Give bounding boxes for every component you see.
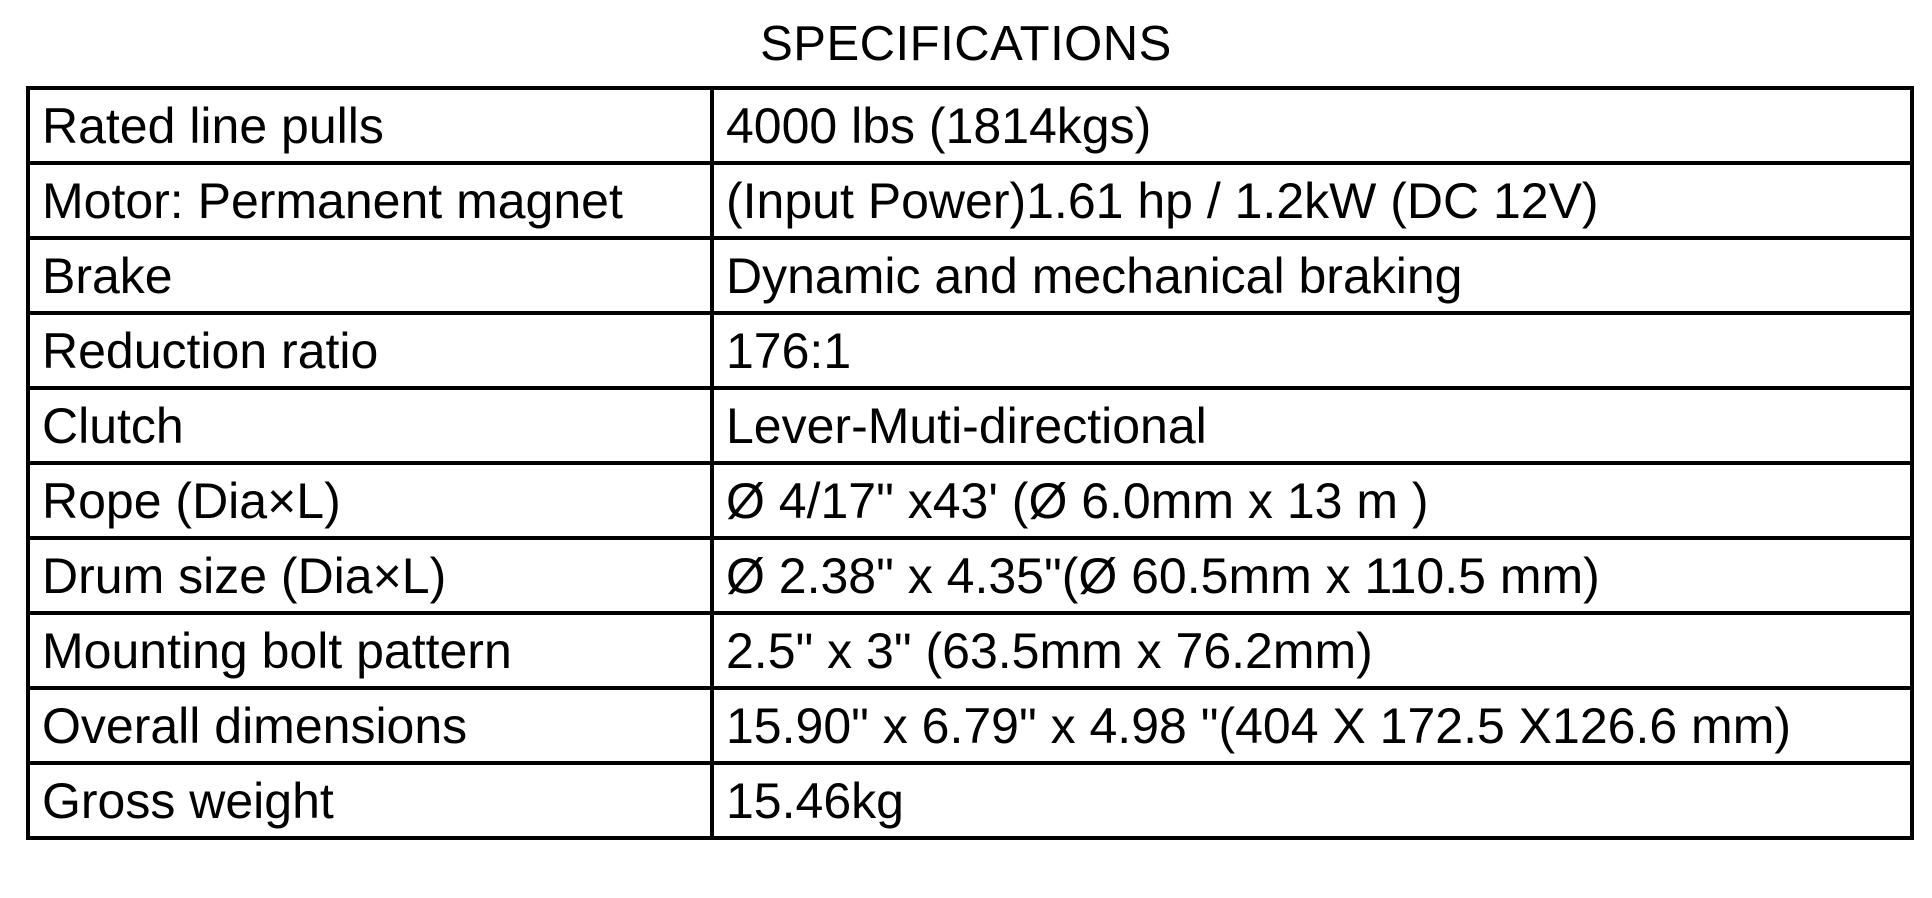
table-row — [28, 538, 1912, 613]
spec-value: 2.5" x 3" (63.5mm x 76.2mm) — [712, 613, 1912, 688]
table-row — [28, 313, 1912, 388]
table-row — [28, 688, 1912, 763]
spec-value: Dynamic and mechanical braking — [712, 238, 1912, 313]
spec-label: Overall dimensions — [28, 688, 712, 763]
spec-value: 15.90" x 6.79" x 4.98 "(404 X 172.5 X126.6 mm) — [712, 688, 1912, 763]
spec-value: (Input Power)1.61 hp / 1.2kW (DC 12V) — [712, 163, 1912, 238]
spec-label: Mounting bolt pattern — [28, 613, 712, 688]
page-title: SPECIFICATIONS — [760, 17, 1172, 71]
spec-label: Rated line pulls — [28, 88, 712, 163]
spec-value: Ø 4/17" x43' (Ø 6.0mm x 13 m ) — [712, 463, 1912, 538]
spec-label: Drum size (Dia×L) — [28, 538, 712, 613]
spec-value: 15.46kg — [712, 763, 1912, 838]
table-row — [28, 163, 1912, 238]
table-row — [28, 613, 1912, 688]
spec-label: Brake — [28, 238, 712, 313]
table-row — [28, 388, 1912, 463]
table-row — [28, 763, 1912, 838]
table-row — [28, 463, 1912, 538]
spec-label: Motor: Permanent magnet — [28, 163, 712, 238]
spec-label: Reduction ratio — [28, 313, 712, 388]
table-row — [28, 238, 1912, 313]
spec-value: Ø 2.38" x 4.35"(Ø 60.5mm x 110.5 mm) — [712, 538, 1912, 613]
spec-label: Rope (Dia×L) — [28, 463, 712, 538]
spec-value: Lever-Muti-directional — [712, 388, 1912, 463]
specifications-table — [26, 86, 1914, 840]
spec-value: 4000 lbs (1814kgs) — [712, 88, 1912, 163]
spec-label: Gross weight — [28, 763, 712, 838]
table-row — [28, 88, 1912, 163]
spec-label: Clutch — [28, 388, 712, 463]
spec-value: 176:1 — [712, 313, 1912, 388]
